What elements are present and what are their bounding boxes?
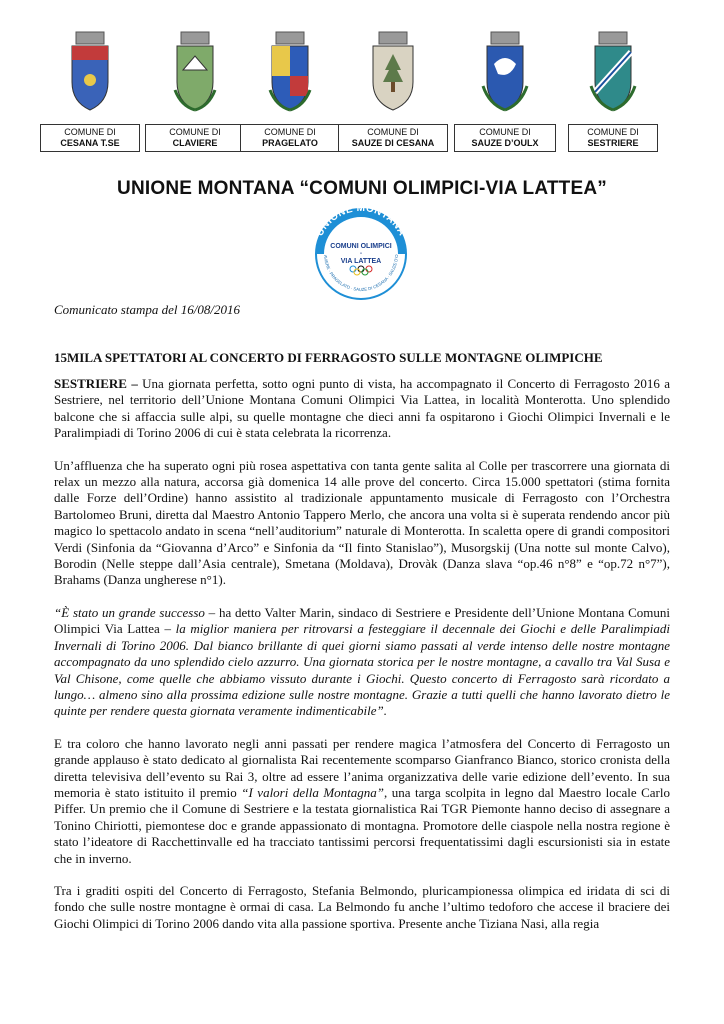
paragraph-4-before: E tra coloro che hanno lavorato negli anni passati per rendere magica l’atmosfera del Concerto di Ferragosto un grande applauso è stato dedicato al giornalista Rai recentemente scomparso Gianfranco Bianco, storico cronista della diretta televisiva dell’evento su Rai 3, oltre ad essere l’anima organizzativa delle varie edizione dell’evento. In sua memoria è stato istituito il premio xyxy=(54,735,670,800)
crest-claviere xyxy=(145,30,245,152)
crest-label: COMUNE DI CESANA T.SE xyxy=(40,124,140,152)
paragraph-2: Un’affluenza che ha superato ogni più rosea aspettativa con tanta gente salita al Colle per trascorrere una giornata di relax un mezzo alla natura, accorsa già domenica 14 alle prove del concerto. Circa 15.000 spettatori (stima fornita dalle Forze dell’Ordine) hanno assistito al tradizionale appuntamento musicale di Ferragosto con l’Orchestra Bartolomeo Bruni, diretta dal Maestro Antonio Tappero Merlo, che ancora una volta si è superata rendendo ancor più magico lo spettacolo andato in scena “nell’auditorium” naturale di Monterotta. In scaletta opere di grandi compositori Verdi (Sinfonia da “Giovanna d’Arco” e Sinfonia da “Il finto Stanislao”), Musorgskij (Una notte sul monte Calvo), Borodin (Nelle steppe dall’Asia centrale), Smetana (Moldava), Drovàk (Danza slava “op.46 n°8” e “op.72 n°7”), Brahams (Danza ungherese n°1). xyxy=(54,457,670,588)
paragraph-4-after: , una targa scolpita in legno dal Maestro locale Carlo Piffer. Un premio che il Comune di Sestriere e la testata giornalistica Rai TGR Piemonte hanno deciso di assegnare a Tonino Chiriotti, piemontese doc e grande appassionato di montagna. Promotore delle ciaspole nella nostra regione è stato l’ideatore di Racchettinvalle ed ha tracciato tantissimi percorsi frequentatissimi dagli escursionisti sia in estate che in inverno. xyxy=(54,784,670,866)
paragraph-5: Tra i graditi ospiti del Concerto di Ferragosto, Stefania Belmondo, pluricampionessa olimpica ed iridata di sci di fondo che sulle nostre montagne è ormai di casa. La Belmondo fu anche l’ultimo tedoforo che accese il braciere dei Giochi Olimpici di Torino 2006 dando vita alla passione sportiva. Presente anche Tiziana Nasi, alla regia xyxy=(54,882,670,931)
crest-sauze-di-cesana xyxy=(338,30,448,152)
crest-label: COMUNE DI SESTRIERE xyxy=(568,124,658,152)
paragraph-4 xyxy=(54,736,670,867)
logo-line2: VIA LATTEA xyxy=(340,258,382,265)
paragraph-1 xyxy=(54,376,670,442)
dateline-place: SESTRIERE – xyxy=(54,376,138,391)
crest-label: COMUNE DI SAUZE D’OULX xyxy=(454,124,556,152)
logo-dash: - xyxy=(360,251,362,257)
crest-sauze-doulx xyxy=(454,30,556,152)
crest-label: COMUNE DI PRAGELATO xyxy=(240,124,340,152)
sauze-doulx-crest-icon xyxy=(480,30,530,112)
sestriere-crest-icon xyxy=(588,30,638,112)
crest-label: COMUNE DI CLAVIERE xyxy=(145,124,245,152)
crest-label: COMUNE DI SAUZE DI CESANA xyxy=(338,124,448,152)
press-release-date: Comunicato stampa del 16/08/2016 xyxy=(54,302,240,317)
pragelato-crest-icon xyxy=(268,30,312,112)
logo-line1: COMUNI OLIMPICI xyxy=(330,243,392,250)
sauze-di-cesana-crest-icon xyxy=(367,30,419,112)
paragraph-3 xyxy=(54,605,670,720)
page-title: UNIONE MONTANA “COMUNI OLIMPICI-VIA LATTEA” xyxy=(117,178,607,199)
claviere-crest-icon xyxy=(173,30,217,112)
crest-cesana xyxy=(40,30,140,152)
crest-sestriere xyxy=(568,30,658,152)
article-body xyxy=(54,376,670,948)
logo-badge-icon xyxy=(302,204,420,300)
unione-montana-logo xyxy=(302,204,420,300)
article-headline: 15MILA SPETTATORI AL CONCERTO DI FERRAGOSTO SULLE MONTAGNE OLIMPICHE xyxy=(54,350,603,365)
logo-arc-text: UNIONE MONTANA xyxy=(314,204,408,239)
municipality-crests xyxy=(40,30,670,152)
quote-opening: “È stato un grande successo xyxy=(54,604,205,620)
crest-pragelato xyxy=(240,30,340,152)
award-name: “I valori della Montagna” xyxy=(241,784,384,800)
cesana-crest-icon xyxy=(68,30,112,112)
logo-ring-text: AVIERE · PRAGELATO · SAUZE DI CESANA · SAUZE D’O xyxy=(322,254,400,293)
quote-continuation: la miglior maniera per ritrovarsi a festeggiare il decennale dei Giochi e delle Paralimpiadi Invernali di Torino 2006. Dal bianco brillante di quei giorni siamo passati al verde intenso delle nostre montagne accompagnato da uno splendido cielo azzurro. Una giornata storica per le nostre montagne, a cavallo tra Val Susa e Val Chisone, come quelle che abbiamo vissuto durante i Giochi. Questo concerto di Ferragosto sarà ricordato a lungo… almeno sino alla prossima edizione sulle nostre montagne. Grazie a tutti quelli che hanno lavorato dietro le quinte per rendere questa giornata veramente indimenticabile”. xyxy=(54,621,670,719)
paragraph-1-text: Una giornata perfetta, sotto ogni punto di vista, ha accompagnato il Concerto di Ferragosto 2016 a Sestriere, nel territorio dell’Unione Montana Comuni Olimpici Via Lattea, in località Monterotta. Uno splendido balcone che si affaccia sulle alpi, su quelle montagne che dieci anni fa ospitarono i Giochi Olimpici Invernali e le Paralimpiadi di Torino 2006 di cui è stata celebrata la ricorrenza. xyxy=(54,376,670,441)
quote-attribution: – ha detto Valter Marin, sindaco di Sestriere e Presidente dell’Unione Montana Comuni Olimpici Via Lattea – xyxy=(54,604,670,637)
